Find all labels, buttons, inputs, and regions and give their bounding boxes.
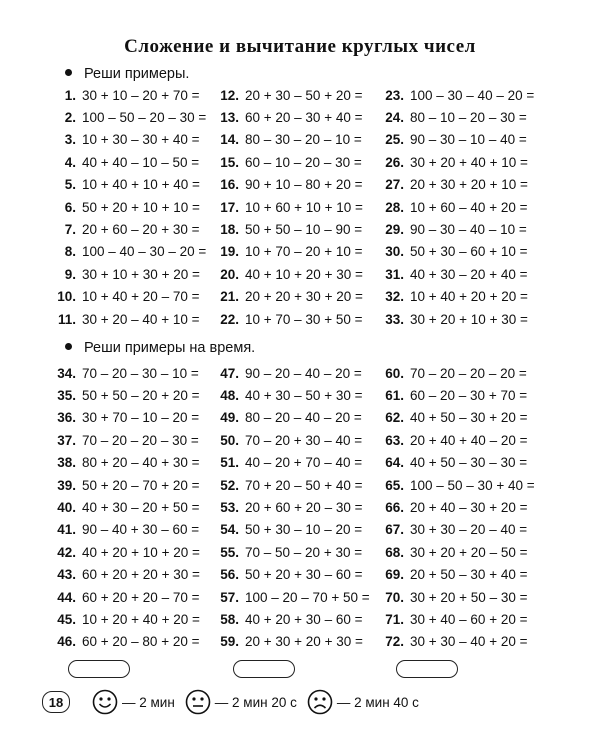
exercise-item [378,564,535,586]
time-label: — 2 мин [122,694,175,710]
exercise-expression: 20 + 40 + 40 – 20 = [410,432,528,448]
exercise-number: 28. [385,199,404,215]
exercise-number: 69. [385,567,404,583]
exercise-number: 70. [385,589,404,605]
bullet-icon [65,343,72,350]
exercise-expression: 30 + 30 – 20 – 40 = [410,522,528,538]
exercise-number: 72. [385,634,404,650]
exercise-item [378,174,534,196]
exercise-expression: 100 – 20 – 70 + 50 = [245,589,370,605]
section-1-heading [65,66,189,82]
exercise-item [213,84,363,106]
exercise-expression: 60 – 10 – 20 – 30 = [245,154,362,170]
exercise-expression: 20 + 30 – 50 + 20 = [245,87,363,103]
exercise-number: 18. [220,222,239,238]
exercise-expression: 20 + 30 + 20 + 30 = [245,634,363,650]
exercise-item [213,174,363,196]
exercise-number: 11. [57,311,76,327]
exercise-number: 71. [385,611,404,627]
exercise-item [50,631,200,653]
exercise-number: 13. [220,110,239,126]
exercise-expression: 60 + 20 + 20 – 70 = [82,589,200,605]
exercise-item [213,196,363,218]
exercise-number: 48. [220,388,239,404]
exercise-number: 40. [57,500,76,516]
exercise-number: 53. [220,500,239,516]
exercise-expression: 40 + 50 – 30 – 30 = [410,455,528,471]
exercise-item [378,586,535,608]
exercise-expression: 20 + 60 – 20 + 30 = [82,222,200,238]
exercise-number: 3. [64,132,76,148]
exercise-item [50,586,200,608]
exercise-expression: 50 + 50 – 10 – 90 = [245,222,363,238]
exercise-number: 5. [64,177,76,193]
exercise-number: 23. [385,87,404,103]
exercise-expression: 40 – 20 + 70 – 40 = [245,455,363,471]
exercise-expression: 10 + 40 + 10 + 40 = [82,177,200,193]
exercise-expression: 40 + 50 – 30 + 20 = [410,410,528,426]
exercise-expression: 90 – 20 – 40 – 20 = [245,365,362,381]
smiling-face-icon [92,689,118,715]
exercise-expression: 40 + 30 – 20 + 50 = [82,500,200,516]
exercise-number: 17. [220,199,239,215]
exercise-item [213,362,370,384]
exercise-expression: 70 – 20 + 30 – 40 = [245,432,363,448]
exercise-expression: 40 + 40 – 10 – 50 = [82,154,200,170]
exercise-number: 21. [220,289,239,305]
exercise-number: 58. [220,611,239,627]
exercise-expression: 70 + 20 – 50 + 40 = [245,477,363,493]
exercise-item [378,608,535,630]
exercise-expression: 40 + 30 – 20 + 40 = [410,266,528,282]
exercise-item [378,129,534,151]
exercise-item [213,218,363,240]
exercise-item [50,496,200,518]
exercise-item [378,452,535,474]
exercise-item [378,519,535,541]
exercise-item [50,384,200,406]
exercise-number: 42. [57,544,76,560]
exercise-number: 68. [385,544,404,560]
section-2-heading-text: Реши примеры на время. [84,340,256,356]
exercise-item [50,541,200,563]
exercise-number: 50. [220,432,239,448]
exercise-item [50,263,206,285]
exercise-number: 30. [385,244,404,260]
exercise-number: 51. [220,455,239,471]
exercise-expression: 40 + 10 + 20 + 30 = [245,266,363,282]
exercise-number: 67. [385,522,404,538]
exercise-expression: 100 – 50 – 30 + 40 = [410,477,535,493]
exercise-number: 7. [64,222,76,238]
exercise-expression: 30 + 20 + 50 – 30 = [410,589,528,605]
exercise-item [213,106,363,128]
exercise-item [213,241,363,263]
exercise-expression: 30 + 20 + 40 + 10 = [410,154,528,170]
exercise-expression: 10 + 70 – 20 + 10 = [245,244,363,260]
exercise-item [378,631,535,653]
exercise-item [378,151,534,173]
exercise-expression: 20 + 20 + 30 + 20 = [245,289,363,305]
exercise-expression: 70 – 20 – 20 – 30 = [82,432,199,448]
exercise-item [50,241,206,263]
exercise-expression: 30 + 20 + 10 + 30 = [410,311,528,327]
section-2-heading [65,340,255,356]
exercise-item [378,218,534,240]
exercise-expression: 60 – 20 – 30 + 70 = [410,388,528,404]
exercise-number: 34. [57,365,76,381]
exercise-item [213,541,370,563]
exercise-expression: 30 + 20 + 20 – 50 = [410,544,528,560]
exercise-item [50,174,206,196]
exercise-expression: 30 + 20 – 40 + 10 = [82,311,200,327]
exercise-expression: 10 + 60 + 10 + 10 = [245,199,363,215]
exercise-item [213,452,370,474]
exercise-expression: 50 + 20 + 10 + 10 = [82,199,200,215]
exercise-item [213,407,370,429]
exercise-number: 14. [220,132,239,148]
exercise-number: 56. [220,567,239,583]
exercise-expression: 100 – 30 – 40 – 20 = [410,87,535,103]
exercise-number: 60. [385,365,404,381]
exercise-expression: 90 + 10 – 80 + 20 = [245,177,363,193]
time-rating-good [92,689,175,715]
exercise-expression: 20 + 30 + 20 + 10 = [410,177,528,193]
exercise-number: 55. [220,544,239,560]
exercise-number: 8. [64,244,76,260]
exercise-item [213,519,370,541]
exercise-item [213,429,370,451]
exercise-item [50,218,206,240]
exercise-number: 39. [57,477,76,493]
exercise-item [378,384,535,406]
exercise-column [378,84,534,330]
exercise-item [50,106,206,128]
exercise-item [50,362,200,384]
exercise-number: 46. [57,634,76,650]
exercise-number: 62. [385,410,404,426]
exercise-number: 38. [57,455,76,471]
time-answer-box[interactable] [68,660,130,678]
exercise-expression: 70 – 20 – 30 – 10 = [82,365,199,381]
time-rating-slow [307,689,419,715]
exercise-number: 24. [385,110,404,126]
exercise-item [50,608,200,630]
exercise-number: 63. [385,432,404,448]
exercise-item [213,608,370,630]
exercise-item [50,474,200,496]
exercise-number: 25. [385,132,404,148]
exercise-number: 44. [57,589,76,605]
exercise-expression: 80 + 20 – 40 + 30 = [82,455,200,471]
exercise-item [50,519,200,541]
exercise-item [378,84,534,106]
exercise-expression: 20 + 40 – 30 + 20 = [410,500,528,516]
exercise-expression: 100 – 50 – 20 – 30 = [82,110,207,126]
exercise-column [378,362,535,653]
exercise-item [50,151,206,173]
exercise-expression: 50 + 20 – 70 + 20 = [82,477,200,493]
exercise-number: 47. [220,365,239,381]
exercise-item [50,196,206,218]
exercise-expression: 90 – 30 – 40 – 10 = [410,222,527,238]
exercise-expression: 40 + 20 + 10 + 20 = [82,544,200,560]
exercise-number: 43. [57,567,76,583]
exercise-column [213,362,370,653]
exercise-number: 6. [64,199,76,215]
exercise-column [50,362,200,653]
exercise-item [213,586,370,608]
exercise-expression: 60 + 20 + 20 + 30 = [82,567,200,583]
frowning-face-icon [307,689,333,715]
exercise-expression: 10 + 20 + 40 + 20 = [82,611,200,627]
exercise-number: 49. [220,410,239,426]
exercise-number: 57. [220,589,239,605]
exercise-expression: 100 – 40 – 30 – 20 = [82,244,207,260]
exercise-column [50,84,206,330]
exercise-number: 27. [385,177,404,193]
exercise-number: 22. [220,311,239,327]
exercise-item [50,564,200,586]
exercise-item [378,496,535,518]
exercise-item [378,308,534,330]
exercise-item [378,407,535,429]
exercise-expression: 60 + 20 – 80 + 20 = [82,634,200,650]
exercise-item [378,263,534,285]
exercise-number: 10. [57,289,76,305]
exercise-number: 41. [57,522,76,538]
exercise-expression: 10 + 40 + 20 + 20 = [410,289,528,305]
exercise-expression: 30 + 70 – 10 – 20 = [82,410,200,426]
exercise-expression: 30 + 10 + 30 + 20 = [82,266,200,282]
exercise-number: 33. [385,311,404,327]
exercise-number: 59. [220,634,239,650]
time-label: — 2 мин 20 с [214,694,297,710]
time-answer-box[interactable] [396,660,458,678]
exercise-expression: 40 + 20 + 30 – 60 = [245,611,363,627]
exercise-number: 35. [57,388,76,404]
exercise-item [50,429,200,451]
time-answer-boxes [0,660,600,678]
exercise-item [50,308,206,330]
exercise-expression: 70 – 20 – 20 – 20 = [410,365,527,381]
exercise-item [378,106,534,128]
time-rating-ok [185,689,297,715]
exercise-expression: 20 + 60 + 20 – 30 = [245,500,363,516]
exercise-item [50,407,200,429]
exercise-expression: 30 + 30 – 40 + 20 = [410,634,528,650]
exercise-number: 37. [57,432,76,448]
exercise-expression: 30 + 40 – 60 + 20 = [410,611,528,627]
exercise-number: 29. [385,222,404,238]
exercise-expression: 10 + 60 – 40 + 20 = [410,199,528,215]
exercise-expression: 80 – 20 – 40 – 20 = [245,410,362,426]
exercise-number: 1. [64,87,76,103]
exercise-item [50,84,206,106]
exercise-item [213,263,363,285]
exercise-expression: 90 – 40 + 30 – 60 = [82,522,200,538]
exercise-column [213,84,363,330]
exercise-expression: 10 + 40 + 20 – 70 = [82,289,200,305]
exercise-item [213,286,363,308]
exercise-number: 9. [64,266,76,282]
exercise-number: 4. [64,154,76,170]
exercise-item [213,631,370,653]
exercise-expression: 50 + 20 + 30 – 60 = [245,567,363,583]
exercise-item [50,452,200,474]
exercise-item [213,474,370,496]
exercise-expression: 50 + 50 – 20 + 20 = [82,388,200,404]
exercise-number: 36. [57,410,76,426]
exercise-number: 12. [220,87,239,103]
exercise-number: 65. [385,477,404,493]
exercise-expression: 90 – 30 – 10 – 40 = [410,132,527,148]
exercise-expression: 40 + 30 – 50 + 30 = [245,388,363,404]
exercise-number: 32. [385,289,404,305]
exercise-item [213,129,363,151]
exercise-item [378,196,534,218]
exercise-item [213,564,370,586]
exercise-number: 31. [385,266,404,282]
time-answer-box[interactable] [233,660,295,678]
exercise-item [378,474,535,496]
neutral-face-icon [185,689,211,715]
exercise-number: 54. [220,522,239,538]
footer [42,688,429,716]
exercise-item [50,286,206,308]
page-number: 18 [42,691,70,713]
exercise-number: 16. [220,177,239,193]
page-title: Сложение и вычитание круглых чисел [124,36,476,57]
exercise-expression: 10 + 30 – 30 + 40 = [82,132,200,148]
exercise-number: 61. [385,388,404,404]
exercise-number: 26. [385,154,404,170]
exercise-expression: 30 + 10 – 20 + 70 = [82,87,200,103]
exercise-item [213,496,370,518]
exercise-item [213,384,370,406]
exercise-item [378,241,534,263]
exercise-item [378,286,534,308]
exercise-expression: 80 – 30 – 20 – 10 = [245,132,362,148]
exercise-number: 64. [385,455,404,471]
exercise-expression: 50 + 30 – 10 – 20 = [245,522,363,538]
exercise-expression: 10 + 70 – 30 + 50 = [245,311,363,327]
exercise-number: 52. [220,477,239,493]
exercise-item [378,541,535,563]
exercise-expression: 20 + 50 – 30 + 40 = [410,567,528,583]
exercise-number: 45. [57,611,76,627]
exercise-number: 66. [385,500,404,516]
exercise-number: 15. [220,154,239,170]
exercise-item [378,362,535,384]
exercise-item [213,308,363,330]
exercise-item [213,151,363,173]
exercise-expression: 50 + 30 – 60 + 10 = [410,244,528,260]
exercise-number: 20. [220,266,239,282]
section-1-heading-text: Реши примеры. [84,66,190,82]
time-label: — 2 мин 40 с [336,694,419,710]
exercise-expression: 60 + 20 – 30 + 40 = [245,110,363,126]
exercise-expression: 70 – 50 – 20 + 30 = [245,544,363,560]
exercise-item [378,429,535,451]
exercise-expression: 80 – 10 – 20 – 30 = [410,110,527,126]
bullet-icon [65,69,72,76]
exercise-item [50,129,206,151]
exercise-number: 19. [220,244,239,260]
exercise-number: 2. [64,110,76,126]
